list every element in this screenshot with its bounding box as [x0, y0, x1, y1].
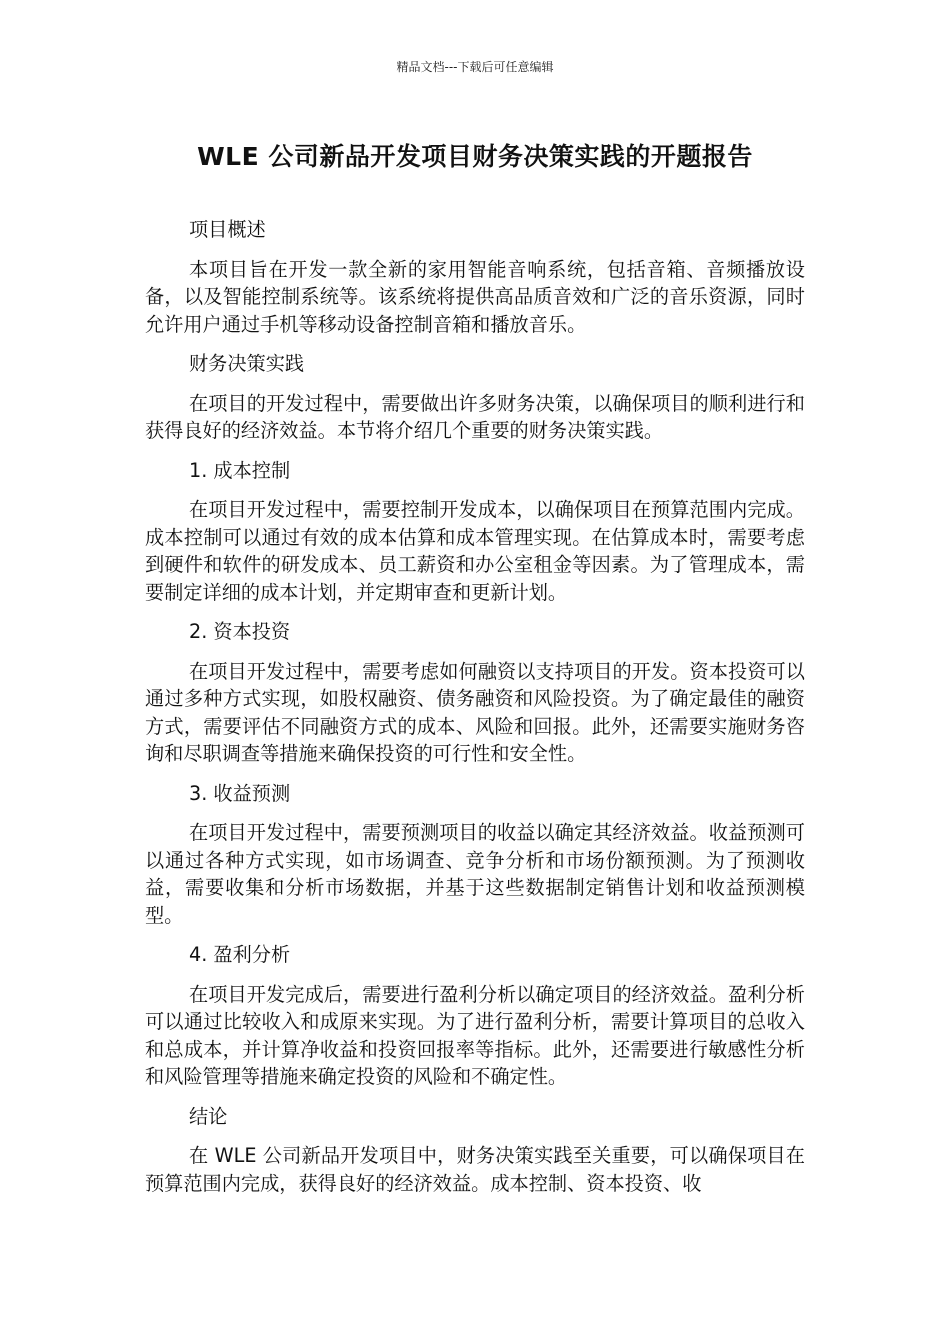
section-heading-capital-investment: 2. 资本投资 [189, 620, 291, 643]
paragraph-capital-investment: 在项目开发过程中，需要考虑如何融资以支持项目的开发。资本投资可以通过多种方式实现，如股权融资、债务融资和风险投资。为了确定最佳的融资方式，需要评估不同融资方式的成本、风险和回报。此外，还需要实施财务咨询和尽职调查等措施来确保投资的可行性和安全性。 [145, 659, 805, 765]
header-note: 精品文档---下载后可任意编辑 [396, 60, 554, 74]
section-heading-revenue-forecast: 3. 收益预测 [189, 781, 291, 805]
document-title: WLE 公司新品开发项目财务决策实践的开题报告 [197, 142, 753, 171]
section-heading-cost-control: 1. 成本控制 [189, 458, 291, 482]
paragraph-financial-decisions: 在项目的开发过程中，需要做出许多财务决策，以确保项目的顺利进行和获得良好的经济效益。本节将介绍几个重要的财务决策实践。 [145, 391, 805, 442]
paragraph-overview: 本项目旨在开发一款全新的家用智能音响系统，包括音箱、音频播放设备，以及智能控制系统等。该系统将提供高品质音效和广泛的音乐资源，同时允许用户通过手机等移动设备控制音箱和播放音乐。 [145, 257, 805, 336]
paragraph-revenue-forecast: 在项目开发过程中，需要预测项目的收益以确定其经济效益。收益预测可以通过各种方式实现，如市场调查、竞争分析和市场份额预测。为了预测收益，需要收集和分析市场数据，并基于这些数据制定销售计划和收益预测模型。 [145, 821, 805, 927]
paragraph-cost-control: 在项目开发过程中，需要控制开发成本，以确保项目在预算范围内完成。成本控制可以通过有效的成本估算和成本管理实现。在估算成本时，需要考虑到硬件和软件的研发成本、员工薪资和办公室租金等因素。为了管理成本，需要制定详细的成本计划，并定期审查和更新计划。 [145, 498, 805, 604]
section-heading-conclusion: 结论 [189, 1104, 228, 1128]
section-heading-profit-analysis: 4. 盈利分析 [189, 943, 291, 966]
paragraph-conclusion: 在 WLE 公司新品开发项目中，财务决策实践至关重要，可以确保项目在预算范围内完成，获得良好的经济效益。成本控制、资本投资、收 [145, 1144, 805, 1195]
document-body [145, 216, 805, 1209]
paragraph-profit-analysis: 在项目开发完成后，需要进行盈利分析以确定项目的经济效益。盈利分析可以通过比较收入和成原来实现。为了进行盈利分析，需要计算项目的总收入和总成本，并计算净收益和投资回报率等指标。此外，还需要进行敏感性分析和风险管理等措施来确定投资的风险和不确定性。 [145, 982, 805, 1088]
section-heading-financial-decisions: 财务决策实践 [189, 352, 305, 375]
section-heading-overview: 项目概述 [189, 218, 266, 241]
